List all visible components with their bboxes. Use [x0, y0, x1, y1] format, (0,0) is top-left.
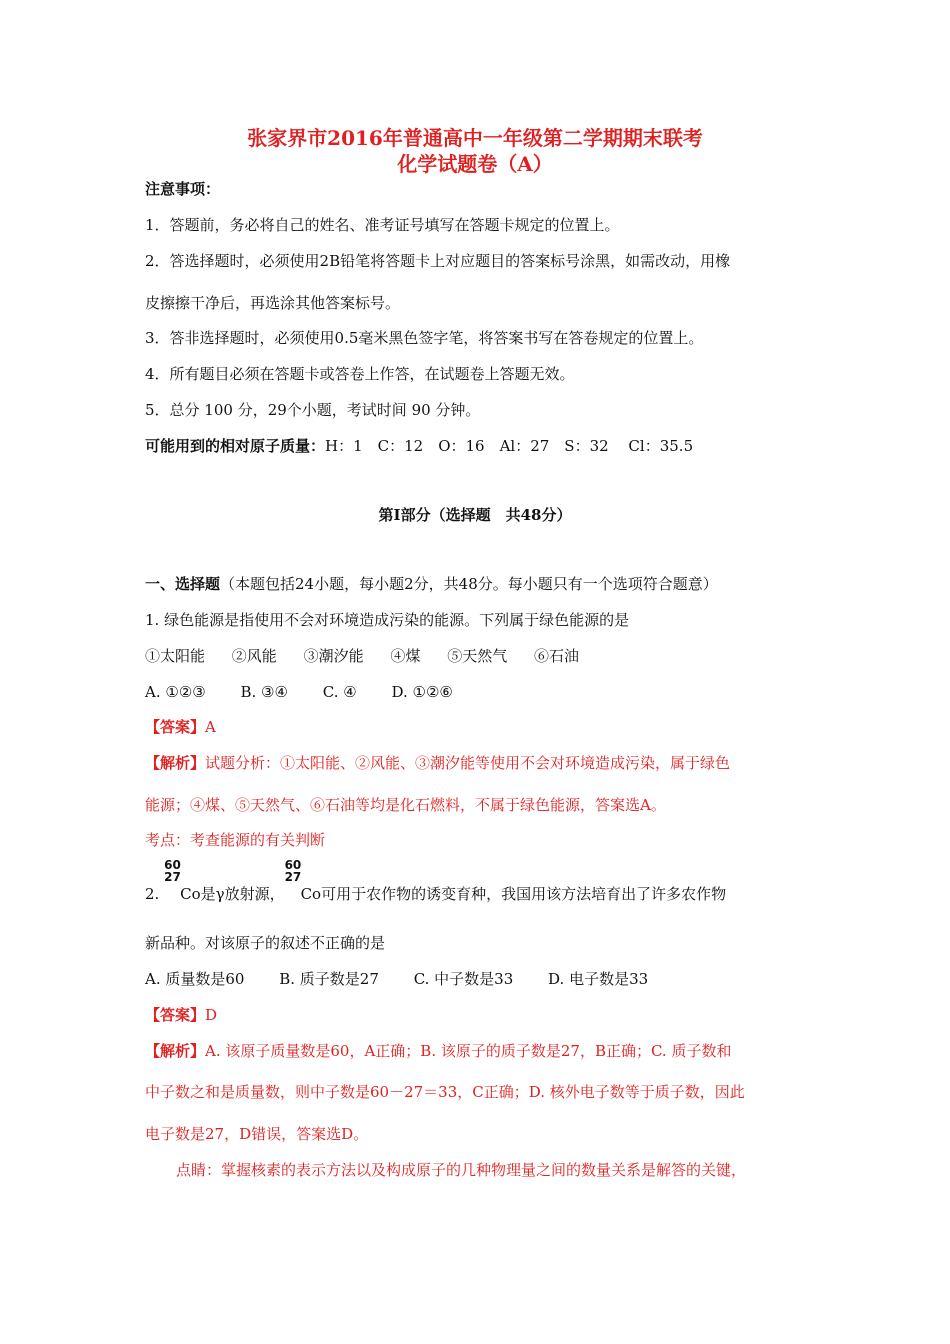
- q2-option-a: A. 质量数是60: [145, 970, 245, 988]
- q1-item: ①太阳能: [145, 647, 206, 665]
- q1-analysis-1: [145, 753, 810, 773]
- q2-options: [145, 969, 810, 989]
- notice-item-4: 4．所有题目必须在答题卡或答卷上作答，在试题卷上答题无效。: [145, 365, 575, 383]
- q1-item: ⑥石油: [533, 647, 579, 665]
- q2-stem-part1: 是γ放射源，: [200, 885, 285, 903]
- q2-answer-value: D: [205, 1006, 218, 1024]
- notice-heading: 注意事项：: [145, 180, 221, 198]
- section-heading: 第Ⅰ部分（选择题 共48分）: [378, 506, 572, 524]
- q2-stem-2: 新品种。对该原子的叙述不正确的是: [145, 934, 386, 952]
- q1-analysis-label: 【解析】: [145, 754, 206, 772]
- q1-analysis-text: 试题分析：①太阳能、②风能、③潮汐能等使用不会对环境造成污染，属于绿色: [205, 754, 731, 772]
- q2-analysis-3: 电子数是27，D错误，答案选D。: [145, 1125, 369, 1143]
- q1-item: ②风能: [231, 647, 277, 665]
- atomic-mass-values: H：1 C：12 O：16 Al：27 S：32 Cl：35.5: [325, 437, 694, 455]
- q2-analysis-label: 【解析】: [145, 1042, 206, 1060]
- q2-number: 2.: [145, 885, 160, 903]
- q1-item: ④煤: [390, 647, 421, 665]
- exam-subtitle: 化学试题卷（A）: [397, 152, 553, 176]
- section-intro-label: 一、选择题: [145, 575, 221, 593]
- q1-option-a: A. ①②③: [145, 683, 206, 701]
- q1-answer-label: 【答案】: [145, 718, 206, 736]
- notice-item-3: 3．答非选择题时，必须使用0.5毫米黑色签字笔，将答案书写在答卷规定的位置上。: [145, 329, 704, 347]
- q1-option-b: B. ③④: [240, 683, 288, 701]
- q1-options: [145, 682, 810, 702]
- q2-analysis-1: [145, 1041, 810, 1061]
- q2-dianjing: 点睛：掌握核素的表示方法以及构成原子的几种物理量之间的数量关系是解答的关键，: [176, 1161, 747, 1179]
- exam-title: 张家界市2016年普通高中一年级第二学期期末联考: [247, 126, 703, 150]
- section-intro-text: （本题包括24小题，每小题2分，共48分。每小题只有一个选项符合题意）: [220, 575, 718, 593]
- q2-answer-label: 【答案】: [145, 1006, 206, 1024]
- q1-option-c: C. ④: [322, 683, 357, 701]
- q1-stem: 1. 绿色能源是指使用不会对环境造成污染的能源。下列属于绿色能源的是: [145, 611, 630, 629]
- q1-analysis-2: 能源；④煤、⑤天然气、⑥石油等均是化石燃料，不属于绿色能源，答案选A。: [145, 796, 666, 814]
- q1-answer: [145, 717, 810, 737]
- q2-analysis-2: 中子数之和是质量数，则中子数是60－27＝33，C正确；D. 核外电子数等于质子数，因此: [145, 1083, 745, 1101]
- q2-analysis-text: A. 该原子质量数是60，A正确；B. 该原子的质子数是27，B正确；C. 质子数和: [205, 1042, 732, 1060]
- notice-item-2: 2．答选择题时，必须使用2B铅笔将答题卡上对应题目的答案标号涂黑，如需改动，用橡: [145, 252, 731, 270]
- q2-stem-part2: 可用于农作物的诱变育种，我国用该方法培育出了许多农作物: [321, 885, 727, 903]
- q2-option-b: B. 质子数是27: [279, 970, 379, 988]
- notice-item-1: 1．答题前，务必将自己的姓名、准考证号填写在答题卡规定的位置上。: [145, 216, 620, 234]
- co60-isotope: 60 27: [164, 858, 181, 884]
- q2-option-c: C. 中子数是33: [413, 970, 514, 988]
- q2-element: Co: [180, 885, 201, 903]
- atomic-mass-line: [145, 436, 810, 456]
- q1-option-d: D. ①②⑥: [391, 683, 453, 701]
- notice-item-2-cont: 皮擦擦干净后，再选涂其他答案标号。: [145, 294, 401, 312]
- q2-option-d: D. 电子数是33: [548, 970, 649, 988]
- notice-item-5: 5．总分 100 分，29个小题，考试时间 90 分钟。: [145, 401, 481, 419]
- q1-answer-value: A: [205, 718, 216, 736]
- q1-kaodian: 考点：考查能源的有关判断: [145, 831, 326, 849]
- q2-element: Co: [300, 885, 322, 903]
- q1-items: [145, 646, 810, 666]
- q1-item: ⑤天然气: [447, 647, 508, 665]
- q2-stem: [145, 858, 810, 904]
- co60-isotope: 60 27: [284, 858, 302, 884]
- atomic-mass-label: 可能用到的相对原子质量：: [145, 437, 326, 455]
- section-intro: [145, 574, 810, 594]
- q2-answer: [145, 1005, 810, 1025]
- q1-item: ③潮汐能: [303, 647, 364, 665]
